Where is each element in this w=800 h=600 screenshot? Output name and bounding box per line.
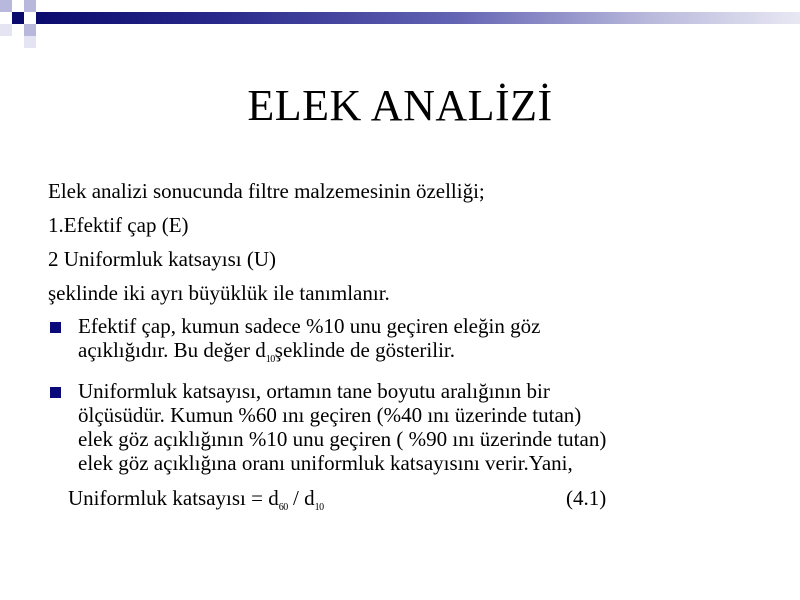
bullet-line [78, 338, 778, 367]
subscript: 10 [265, 354, 275, 365]
bullet-line: elek göz açıklığının %10 unu geçiren ( %90 ını üzerinde tutan) [78, 427, 607, 451]
equation-number: (4.1) [566, 486, 607, 510]
square-bullet-icon [50, 387, 61, 398]
square-bullet-icon [50, 322, 61, 333]
bullet-line: elek göz açıklığına oranı uniformluk katsayısını verir.Yani, [78, 451, 573, 475]
bullet-text: açıklığıdır. Bu değer d [78, 338, 266, 362]
bullet-line: ölçüsüdür. Kumun %60 ını geçiren (%40 ını üzerinde tutan) [78, 403, 582, 427]
bullet-uniformity [48, 379, 778, 475]
deco-square [0, 24, 12, 36]
slide-body [48, 174, 778, 515]
formula-lhs: Uniformluk katsayısı = d [68, 486, 279, 510]
deco-square [0, 0, 12, 12]
slide-title: ELEK ANALİZİ [247, 81, 553, 130]
decorative-header [0, 0, 800, 48]
deco-square [24, 0, 36, 12]
deco-square [24, 36, 36, 48]
bullet-line: Efektif çap, kumun sadece %10 unu geçiren eleğin göz [78, 314, 541, 338]
bullet-text: şeklinde de gösterilir. [274, 338, 456, 362]
formula-mid: / d [287, 486, 315, 510]
subscript: 10 [314, 502, 324, 513]
intro-line: şeklinde iki ayrı büyüklük ile tanımlanır. [48, 281, 390, 305]
bullet-effective-diameter [48, 314, 778, 367]
deco-square [24, 24, 36, 36]
formula-uniformity [68, 481, 798, 515]
intro-line: 2 Uniformluk katsayısı (U) [48, 247, 277, 271]
intro-line: 1.Efektif çap (E) [48, 213, 189, 237]
bullet-line: Uniformluk katsayısı, ortamın tane boyutu aralığının bir [78, 379, 550, 403]
deco-square [12, 12, 24, 24]
subscript: 60 [278, 502, 288, 513]
intro-line: Elek analizi sonucunda filtre malzemesinin özelliği; [48, 179, 485, 203]
deco-gradient-bar [36, 12, 800, 24]
